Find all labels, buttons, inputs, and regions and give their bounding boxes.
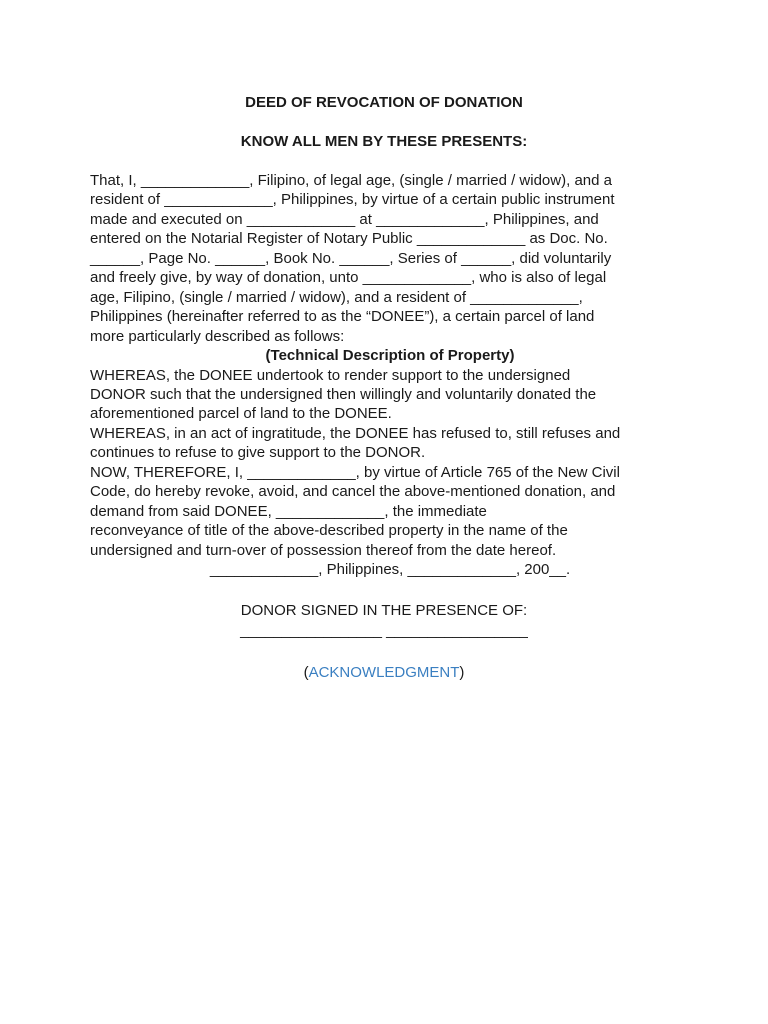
- whereas-line: WHEREAS, in an act of ingratitude, the DONEE has refused to, still refuses and: [90, 424, 621, 442]
- whereas-line: WHEREAS, the DONEE undertook to render support to the undersigned: [90, 366, 571, 384]
- signature-heading: DONOR SIGNED IN THE PRESENCE OF:: [240, 602, 528, 619]
- acknowledgment-close-paren: ): [459, 664, 465, 681]
- document-title: DEED OF REVOCATION OF DONATION: [245, 94, 523, 111]
- body-line: That, I, _____________, Filipino, of legal age, (single / married / widow), and a: [90, 172, 612, 189]
- document-body: [90, 171, 690, 580]
- whereas-line: reconveyance of title of the above-described property in the name of the: [90, 522, 568, 540]
- body-line: more particularly described as follows:: [90, 327, 345, 345]
- body-line: Philippines (hereinafter referred to as the “DONEE”), a certain parcel of land: [90, 308, 595, 326]
- whereas-line: NOW, THEREFORE, I, _____________, by virtue of Article 765 of the New Civil: [90, 463, 620, 481]
- whereas-line: demand from said DONEE, _____________, the immediate: [90, 502, 487, 520]
- document-subtitle: KNOW ALL MEN BY THESE PRESENTS:: [240, 133, 528, 150]
- signature-lines: _________________ _________________: [240, 622, 528, 639]
- body-line: entered on the Notarial Register of Notary Public _____________ as Doc. No.: [90, 230, 608, 248]
- body-line: made and executed on _____________ at _____________, Philippines, and: [90, 210, 599, 228]
- body-line: ______, Page No. ______, Book No. ______, Series of ______, did voluntarily: [90, 249, 612, 267]
- whereas-line: undersigned and turn-over of possession thereof from the date hereof.: [90, 541, 557, 559]
- body-line: age, Filipino, (single / married / widow), and a resident of _____________,: [90, 288, 583, 306]
- date-place-line: _____________, Philippines, _____________, 200__.: [209, 561, 571, 579]
- whereas-line: aforementioned parcel of land to the DONEE.: [90, 405, 392, 423]
- whereas-line: Code, do hereby revoke, avoid, and cancel the above-mentioned donation, and: [90, 483, 616, 501]
- acknowledgment: [0, 663, 768, 682]
- whereas-line: DONOR such that the undersigned then willingly and voluntarily donated the: [90, 385, 597, 403]
- technical-description-heading: (Technical Description of Property): [265, 347, 515, 365]
- signature-block: [0, 601, 768, 641]
- body-line: and freely give, by way of donation, unto _____________, who is also of legal: [90, 269, 607, 287]
- whereas-line: continues to refuse to give support to the DONOR.: [90, 444, 426, 462]
- acknowledgment-link[interactable]: ACKNOWLEDGMENT: [308, 664, 460, 681]
- acknowledgment-open-paren: (: [303, 664, 309, 681]
- body-line: resident of _____________, Philippines, by virtue of a certain public instrument: [90, 191, 615, 209]
